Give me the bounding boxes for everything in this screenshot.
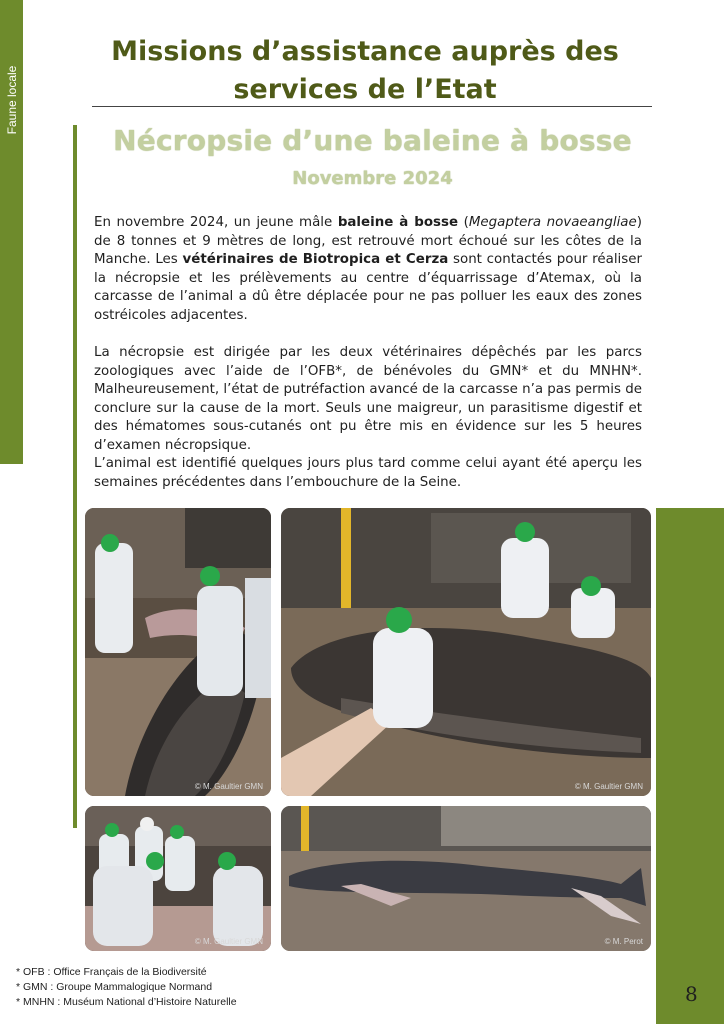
side-band-right [656,508,724,1024]
photo-team-carcass-image [281,508,651,796]
paragraph-intro [94,214,642,326]
page-number: 8 [685,982,698,1006]
footnote-mnhn: * MNHN : Muséum National d’Histoire Naturelle [16,996,237,1008]
footnote-ofb: * OFB : Office Français de la Biodiversité [16,966,207,978]
paragraph-identification: L’animal est identifié quelques jours plus tard comme celui ayant été aperçu les semaines précédentes dans l’embouchure de la Seine. [94,456,642,490]
photo-team-helmets [85,806,271,951]
footnotes [16,965,237,1010]
bold-species: baleine à bosse [337,215,459,230]
text-run: ( [458,215,469,230]
page-title-line-1: Missions d’assistance auprès des [111,36,619,67]
photo-credit: © M. Gaultier GMN [574,782,643,791]
photo-credit: © M. Gaultier GMN [194,782,263,791]
italic-latin-name: Megaptera novaeangliae [468,215,637,230]
title-divider [92,106,652,107]
section-title: Nécropsie d’une baleine à bosse [113,124,632,157]
photo-team-helmets-image [85,806,271,951]
side-band-left [0,0,23,464]
page-title-line-2: services de l’Etat [233,74,497,105]
left-accent-bar [73,125,77,828]
photo-whale-full-image [281,806,651,951]
section-category-label: Faune locale [5,65,19,135]
section-date: Novembre 2024 [292,168,453,189]
footnote-gmn: * GMN : Groupe Mammalogique Normand [16,981,213,993]
photo-necropsy-head-image [85,508,271,796]
paragraph-necropsy: La nécropsie est dirigée par les deux vétérinaires dépêchés par les parcs zoologiques avec l’aide de l’OFB*, de bénévoles du GMN* et du MNHN*. Malheureusement, l’état de putréfaction avancé de la carcasse n’a pas permis de conclure sur la cause de la mort. Seuls une maigreur, un parasitisme digestif et des hématomes sous-cutanés ont pu être mis en évidence sur les 5 heures d’examen nécropsique. [94,345,642,453]
photo-team-carcass [281,508,651,796]
bold-vets: vétérinaires de Biotropica et Cerza [182,252,449,268]
photo-credit: © M. Gaultier GMN [194,937,263,946]
text-run: ) de 8 tonnes et 9 mètres de long, est retrouvé mort échoué sur les côtes de la Manche. Les [94,215,642,268]
page-title [90,33,640,109]
text-run: sont contactés pour réaliser la nécropsie et les prélèvements au centre d’équarrissage d’Atemax, où la carcasse de l’animal a dû être déplacée pour ne pas polluer les eaux des zones ostréicoles adjacentes. [94,252,642,323]
photo-necropsy-head [85,508,271,796]
photo-credit: © M. Perot [604,937,643,946]
text-run: En novembre 2024, un jeune mâle [94,215,338,230]
photo-whale-full [281,806,651,951]
